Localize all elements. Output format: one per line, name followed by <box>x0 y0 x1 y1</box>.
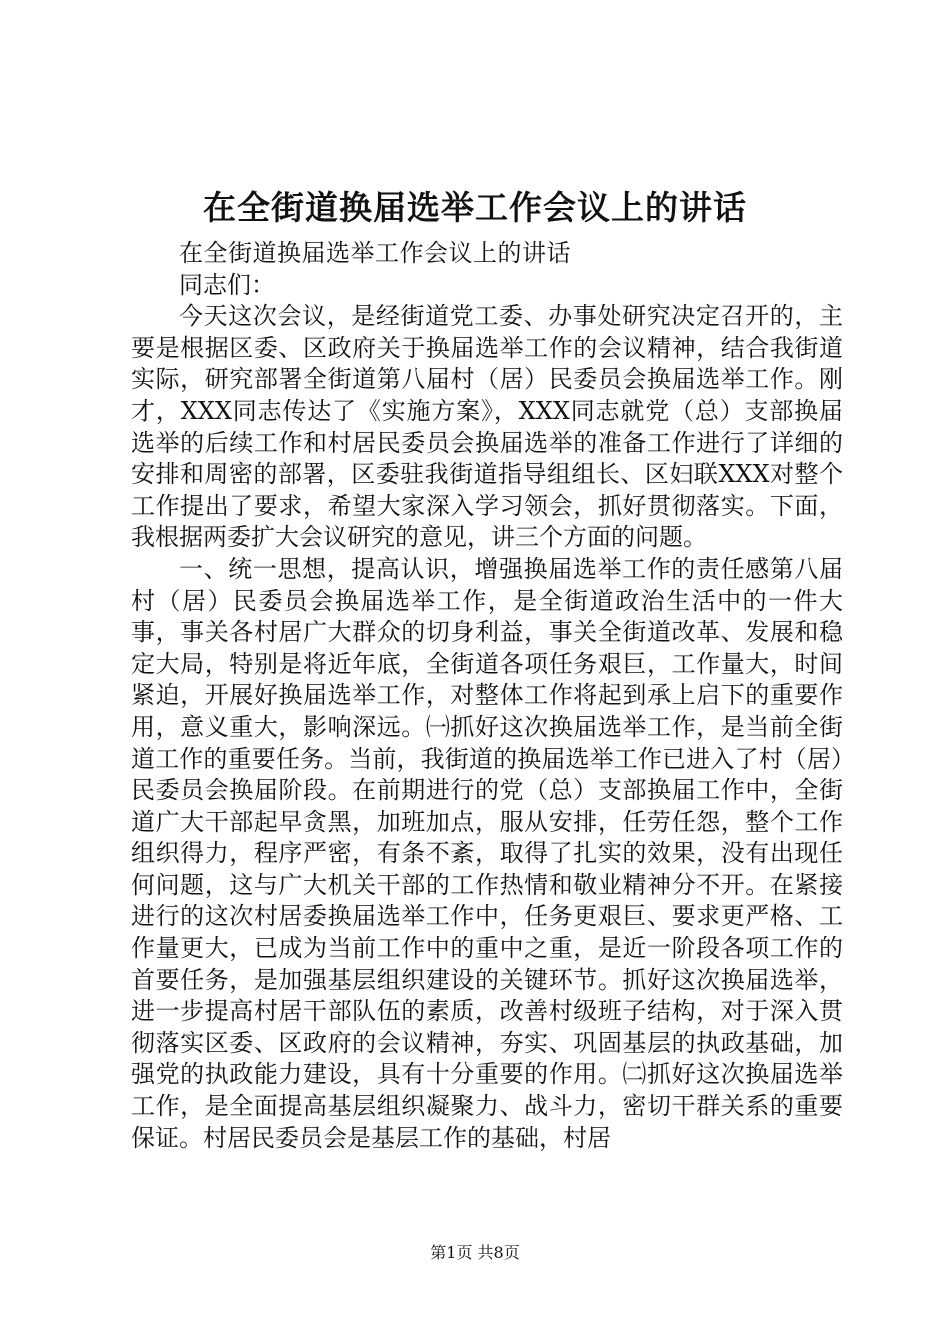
body-paragraph-heading: 在全街道换届选举工作会议上的讲话 <box>179 239 571 267</box>
body-paragraph-salutation: 同志们： <box>179 270 275 299</box>
document-body <box>131 238 843 1154</box>
body-paragraph-intro: 今天这次会议，是经街道党工委、办事处研究决定召开的，主要是根据区委、区政府关于换届选举工作的会议精神，结合我街道实际，研究部署全街道第八届村（居）民委员会换届选举工作。刚才，XXX同志传达了《实施方案》，XXX同志就党（总）支部换届选举的后续工作和村居民委员会换届选举的准备工作进行了详细的安排和周密的部署，区委驻我街道指导组组长、区妇联XXX对整个工作提出了要求，希望大家深入学习领会，抓好贯彻落实。下面，我根据两委扩大会议研究的意见，讲三个方面的问题。 <box>131 302 843 552</box>
page-footer <box>0 1243 950 1263</box>
document-title: 在全街道换届选举工作会议上的讲话 <box>203 188 747 227</box>
body-paragraph-section-one: 一、统一思想，提高认识，增强换届选举工作的责任感第八届村（居）民委员会换届选举工作，是全街道政治生活中的一件大事，事关各村居广大群众的切身利益，事关全街道改革、发展和稳定大局，特别是将近年底，全街道各项任务艰巨，工作量大，时间紧迫，开展好换届选举工作，对整体工作将起到承上启下的重要作用，意义重大，影响深远。㈠抓好这次换届选举工作，是当前全街道工作的重要任务。当前，我街道的换届选举工作已进入了村（居）民委员会换届阶段。在前期进行的党（总）支部换届工作中，全街道广大干部起早贪黑，加班加点，服从安排，任劳任怨，整个工作组织得力，程序严密，有条不紊，取得了扎实的效果，没有出现任何问题，这与广大机关干部的工作热情和敬业精神分不开。在紧接进行的这次村居委换届选举工作中，任务更艰巨、要求更严格、工作量更大，已成为当前工作中的重中之重，是近一阶段各项工作的首要任务，是加强基层组织建设的关键环节。抓好这次换届选举，进一步提高村居干部队伍的素质，改善村级班子结构，对于深入贯彻落实区委、区政府的会议精神，夯实、巩固基层的执政基础，加强党的执政能力建设，具有十分重要的作用。㈡抓好这次换届选举工作，是全面提高基层组织凝聚力、战斗力，密切干群关系的重要保证。村居民委员会是基层工作的基础，村居 <box>131 554 843 1152</box>
page-indicator: 第1页 共8页 <box>430 1243 520 1262</box>
